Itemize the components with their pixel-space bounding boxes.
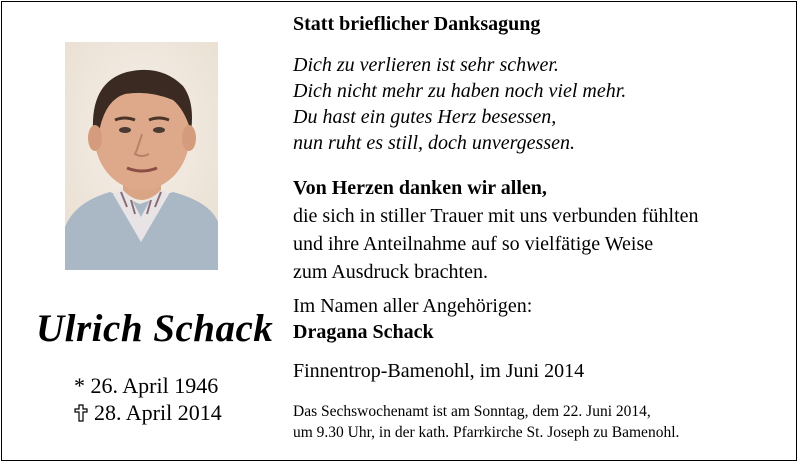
thanks-line: die sich in stiller Trauer mit uns verbunden fühlten xyxy=(293,205,699,227)
family-name: Dragana Schack xyxy=(293,321,434,343)
obituary-card xyxy=(1,1,797,461)
life-dates xyxy=(74,372,222,426)
portrait-illustration xyxy=(65,42,218,270)
poem-line: Dich nicht mehr zu haben noch viel mehr. xyxy=(293,80,627,102)
birth-date: * 26. April 1946 xyxy=(74,373,219,398)
thanks-line: und ihre Anteilnahme auf so vielfätige Weise xyxy=(293,233,654,255)
page-title: Statt brieflicher Danksagung xyxy=(293,13,541,35)
thanks-lead: Von Herzen danken wir allen, xyxy=(293,177,547,199)
service-line: um 9.30 Uhr, in der kath. Pfarrkirche St. Joseph zu Bamenohl. xyxy=(293,424,680,441)
poem-line: nun ruht es still, doch unvergessen. xyxy=(293,132,576,154)
thanks-block xyxy=(293,174,699,286)
family-block xyxy=(293,293,532,345)
poem xyxy=(293,52,626,156)
deceased-name: Ulrich Schack xyxy=(36,307,274,350)
place-date: Finnentrop-Bamenohl, im Juni 2014 xyxy=(293,360,585,382)
poem-line: Dich zu verlieren ist sehr schwer. xyxy=(293,54,559,76)
thanks-line: zum Ausdruck brachten. xyxy=(293,261,488,283)
service-notice xyxy=(293,401,679,443)
poem-line: Du hast ein gutes Herz besessen, xyxy=(293,106,557,128)
death-date-row xyxy=(74,399,222,426)
service-line: Das Sechswochenamt ist am Sonntag, dem 22. Juni 2014, xyxy=(293,403,651,420)
portrait-photo xyxy=(65,42,218,270)
family-intro: Im Namen aller Angehörigen: xyxy=(293,295,533,317)
cross-icon xyxy=(74,404,88,422)
death-date: 28. April 2014 xyxy=(94,400,222,425)
